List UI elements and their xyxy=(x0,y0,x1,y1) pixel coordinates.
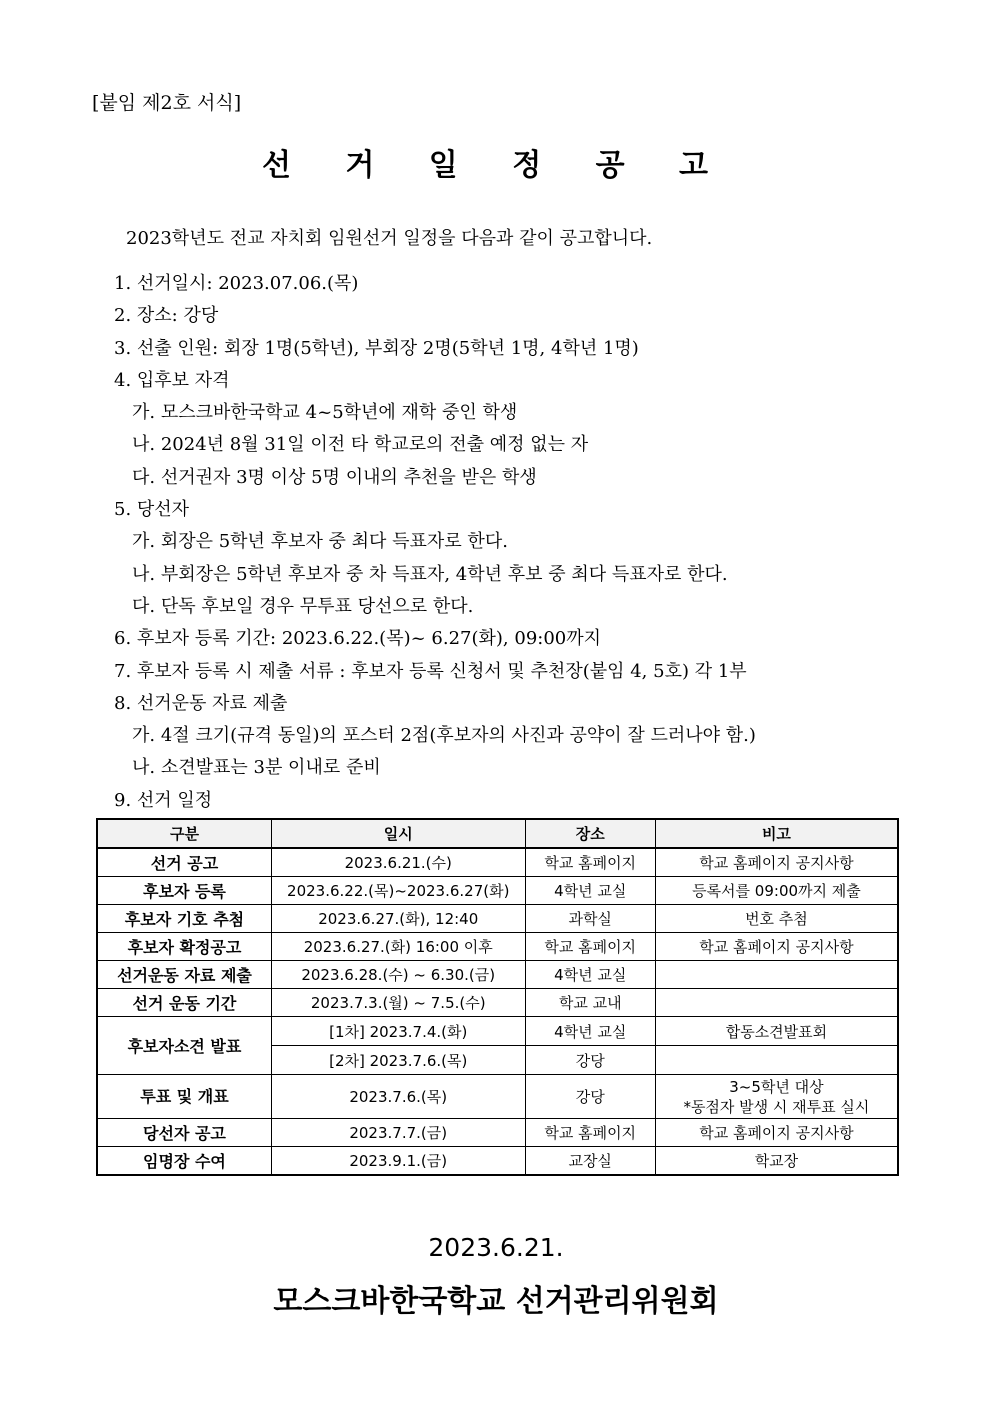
notice-item: 5. 당선자 xyxy=(114,499,190,521)
notice-subitem: 다. 선거권자 3명 이상 5명 이내의 추천을 받은 학생 xyxy=(132,466,537,488)
notice-subitem: 나. 소견발표는 3분 이내로 준비 xyxy=(132,757,381,779)
header-note: 비고 xyxy=(655,819,898,848)
table-row xyxy=(97,1147,898,1176)
row-category: 선거운동 자료 제출 xyxy=(97,961,271,989)
row-place: 강당 xyxy=(525,1046,655,1075)
row-date: 2023.7.3.(월) ~ 7.5.(수) xyxy=(271,989,525,1017)
row-note: 학교장 xyxy=(655,1147,898,1176)
notice-subitem: 가. 회장은 5학년 후보자 중 최다 득표자로 한다. xyxy=(132,531,508,553)
table-row xyxy=(97,877,898,905)
vote-note-line1: 3~5학년 대상 xyxy=(729,1077,824,1096)
row-place: 4학년 교실 xyxy=(525,1017,655,1046)
row-category: 당선자 공고 xyxy=(97,1119,271,1147)
notice-subitem: 나. 2024년 8월 31일 이전 타 학교로의 전출 예정 없는 자 xyxy=(132,434,589,456)
row-note: 등록서를 09:00까지 제출 xyxy=(655,877,898,905)
row-place: 교장실 xyxy=(525,1147,655,1176)
row-date: 2023.6.27.(화) 16:00 이후 xyxy=(271,933,525,961)
footer-organization: 모스크바한국학교 선거관리위원회 xyxy=(273,1284,719,1319)
header-date: 일시 xyxy=(271,819,525,848)
election-schedule-table xyxy=(96,818,899,1176)
row-date: 2023.6.21.(수) xyxy=(271,848,525,877)
row-note xyxy=(655,989,898,1017)
table-row xyxy=(97,905,898,933)
row-date: 2023.7.7.(금) xyxy=(271,1119,525,1147)
row-note: 학교 홈페이지 공지사항 xyxy=(655,1119,898,1147)
table-row xyxy=(97,1119,898,1147)
row-place: 학교 교내 xyxy=(525,989,655,1017)
row-note xyxy=(655,1046,898,1075)
row-category: 후보자 등록 xyxy=(97,877,271,905)
row-category: 선거 운동 기간 xyxy=(97,989,271,1017)
notice-item: 4. 입후보 자격 xyxy=(114,369,230,391)
vote-category: 투표 및 개표 xyxy=(97,1075,271,1119)
row-category: 선거 공고 xyxy=(97,848,271,877)
notice-item: 2. 장소: 강당 xyxy=(114,305,219,327)
notice-item: 9. 선거 일정 xyxy=(114,789,213,811)
row-date: 2023.6.28.(수) ~ 6.30.(금) xyxy=(271,961,525,989)
attachment-label: [붙임 제2호 서식] xyxy=(92,92,242,114)
notice-item: 1. 선거일시: 2023.07.06.(목) xyxy=(114,273,359,294)
header-place: 장소 xyxy=(525,819,655,848)
vote-note xyxy=(655,1075,898,1119)
table-row xyxy=(97,933,898,961)
header-category: 구분 xyxy=(97,819,271,848)
notice-subitem: 가. 4절 크기(규격 동일)의 포스터 2점(후보자의 사진과 공약이 잘 드러나야 함.) xyxy=(132,725,756,747)
row-place: 4학년 교실 xyxy=(525,961,655,989)
row-category: 후보자 기호 추첨 xyxy=(97,905,271,933)
table-row xyxy=(97,961,898,989)
row-category: 후보자 확정공고 xyxy=(97,933,271,961)
notice-item: 8. 선거운동 자료 제출 xyxy=(114,692,288,714)
row-category: 임명장 수여 xyxy=(97,1147,271,1176)
table-row-speech-1 xyxy=(97,1017,898,1046)
row-date: 2023.6.22.(목)~2023.6.27(화) xyxy=(271,877,525,905)
row-place: 과학실 xyxy=(525,905,655,933)
vote-note-line2: *동점자 발생 시 재투표 실시 xyxy=(683,1097,870,1116)
row-place: 학교 홈페이지 xyxy=(525,848,655,877)
notice-subitem: 나. 부회장은 5학년 후보자 중 차 득표자, 4학년 후보 중 최다 득표자로 한다. xyxy=(132,563,728,585)
row-place: 학교 홈페이지 xyxy=(525,1119,655,1147)
document-title: 선 거 일 정 공 고 xyxy=(261,148,731,183)
row-place: 학교 홈페이지 xyxy=(525,933,655,961)
notice-item: 3. 선출 인원: 회장 1명(5학년), 부회장 2명(5학년 1명, 4학년 1명) xyxy=(114,337,639,359)
notice-item: 7. 후보자 등록 시 제출 서류 : 후보자 등록 신청서 및 추천장(붙임 4, 5호) 각 1부 xyxy=(114,660,747,682)
vote-date: 2023.7.6.(목) xyxy=(271,1075,525,1119)
table-row-vote xyxy=(97,1075,898,1119)
row-date: 2023.6.27.(화), 12:40 xyxy=(271,905,525,933)
row-note: 학교 홈페이지 공지사항 xyxy=(655,848,898,877)
notice-item: 6. 후보자 등록 기간: 2023.6.22.(목)~ 6.27(화), 09:00까지 xyxy=(114,628,602,650)
row-note xyxy=(655,961,898,989)
row-date: 2023.9.1.(금) xyxy=(271,1147,525,1176)
table-row xyxy=(97,989,898,1017)
notice-subitem: 다. 단독 후보일 경우 무투표 당선으로 한다. xyxy=(132,595,474,617)
notice-items xyxy=(114,268,756,817)
footer-date: 2023.6.21. xyxy=(428,1233,564,1262)
notice-subitem: 가. 모스크바한국학교 4~5학년에 재학 중인 학생 xyxy=(132,402,518,424)
row-place: 4학년 교실 xyxy=(525,877,655,905)
row-date: [2차] 2023.7.6.(목) xyxy=(271,1046,525,1075)
row-note: 합동소견발표회 xyxy=(655,1017,898,1046)
vote-place: 강당 xyxy=(525,1075,655,1119)
table-row xyxy=(97,848,898,877)
row-note: 학교 홈페이지 공지사항 xyxy=(655,933,898,961)
speech-category: 후보자소견 발표 xyxy=(97,1017,271,1075)
row-note: 번호 추첨 xyxy=(655,905,898,933)
table-header-row xyxy=(97,819,898,848)
row-date: [1차] 2023.7.4.(화) xyxy=(271,1017,525,1046)
intro-text: 2023학년도 전교 자치회 임원선거 일정을 다음과 같이 공고합니다. xyxy=(126,228,653,249)
